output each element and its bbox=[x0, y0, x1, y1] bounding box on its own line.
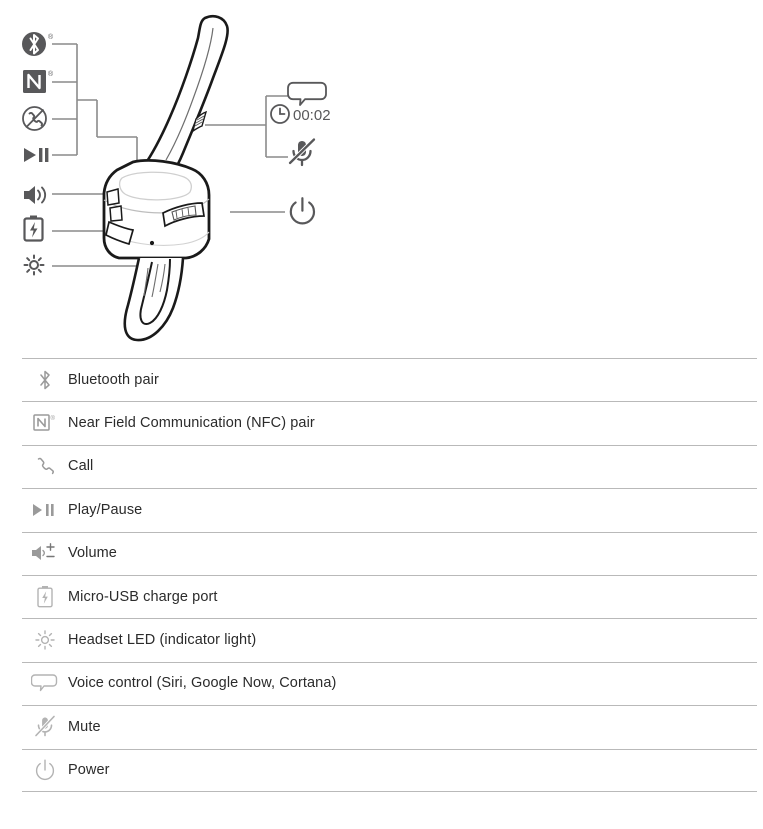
svg-text:®: ® bbox=[48, 71, 54, 78]
play-pause-icon bbox=[22, 502, 68, 518]
clock-icon bbox=[271, 105, 289, 123]
legend-label: Call bbox=[68, 458, 94, 475]
table-row bbox=[0, 618, 763, 661]
legend-label: Power bbox=[68, 762, 110, 779]
headset-diagram-svg bbox=[0, 0, 763, 358]
table-row bbox=[0, 705, 763, 748]
right-leader-lines bbox=[205, 96, 288, 212]
volume-icon bbox=[24, 186, 45, 204]
legend-label: Bluetooth pair bbox=[68, 371, 159, 388]
svg-text:®: ® bbox=[48, 34, 54, 41]
call-icon bbox=[23, 107, 46, 130]
led-icon bbox=[22, 628, 68, 652]
legend-label: Voice control (Siri, Google Now, Cortana) bbox=[68, 675, 337, 692]
headset-illustration bbox=[104, 16, 228, 340]
legend-label: Headset LED (indicator light) bbox=[68, 632, 257, 649]
table-row bbox=[0, 488, 763, 531]
legend-label: Near Field Communication (NFC) pair bbox=[68, 415, 315, 432]
legend-label: Volume bbox=[68, 545, 117, 562]
table-row bbox=[0, 532, 763, 575]
mute-icon bbox=[290, 140, 314, 166]
table-row bbox=[0, 749, 763, 792]
power-icon bbox=[22, 759, 68, 781]
legend-label: Play/Pause bbox=[68, 501, 143, 518]
timer-label: 00:02 bbox=[293, 107, 331, 124]
voice-control-icon bbox=[288, 83, 326, 105]
bluetooth-icon bbox=[22, 369, 68, 391]
table-row bbox=[0, 358, 763, 401]
table-row bbox=[0, 662, 763, 705]
battery-charge-icon bbox=[22, 585, 68, 609]
table-row bbox=[0, 401, 763, 444]
bluetooth-icon bbox=[22, 32, 54, 56]
nfc-icon bbox=[22, 412, 68, 434]
battery-charge-icon bbox=[25, 216, 43, 241]
legend-label: Mute bbox=[68, 718, 101, 735]
svg-text:®: ® bbox=[50, 416, 55, 423]
led-icon bbox=[25, 256, 44, 275]
power-icon bbox=[291, 198, 314, 223]
feature-legend-table bbox=[0, 358, 763, 792]
headset-diagram-panel bbox=[0, 0, 763, 358]
voice-control-icon bbox=[22, 673, 68, 693]
volume-icon bbox=[22, 543, 68, 563]
table-row bbox=[0, 445, 763, 488]
mute-icon bbox=[22, 715, 68, 739]
legend-label: Micro-USB charge port bbox=[68, 588, 218, 605]
nfc-icon bbox=[23, 70, 54, 93]
play-pause-icon bbox=[24, 148, 48, 162]
table-row bbox=[0, 575, 763, 618]
call-icon bbox=[22, 456, 68, 476]
